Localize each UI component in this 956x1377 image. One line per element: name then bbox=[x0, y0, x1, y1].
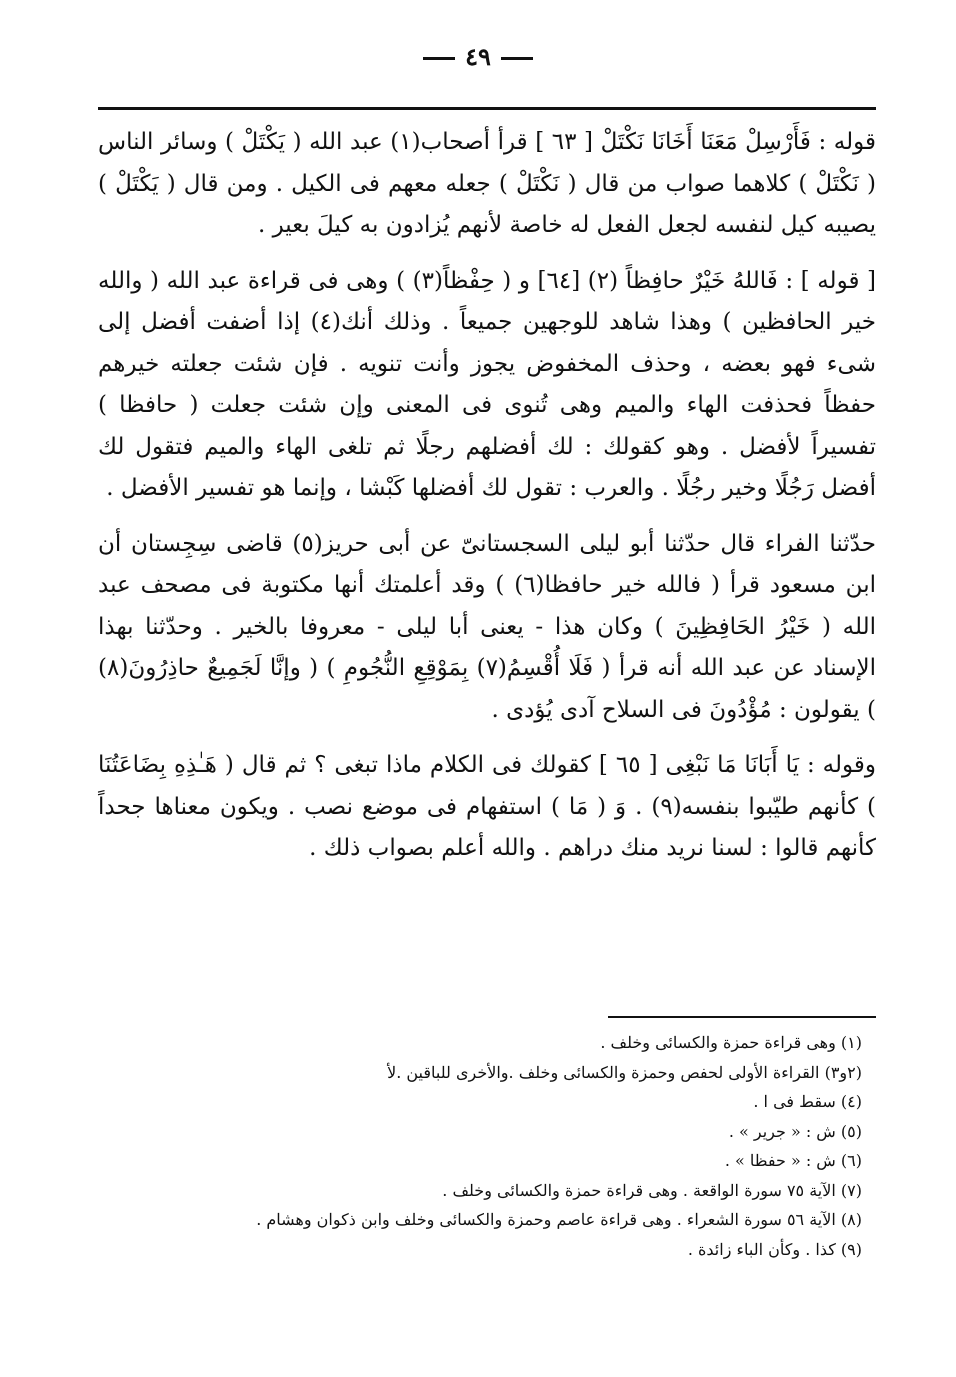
footnote-8: (٨) الآية ٥٦ سورة الشعراء . وهى قراءة عاصم وحمزة والكسائى وخلف وابن ذكوان وهشام . bbox=[256, 1210, 862, 1229]
header-dash-right bbox=[501, 57, 533, 60]
paragraph-4: وقوله : يَا أَبَانَا مَا نَبْغِى [ ٦٥ ] كقولك فى الكلام ماذا تبغى ؟ ثم قال ( هَـٰذِهِ بِضَاعَتُنَا ) كأنهم طيّبوا بنفسه(٩) . وَ ( مَا ) استفهام فى موضع نصب . ويكون معناها جحداً كأنهم قالوا : لسنا نريد منك دراهم . والله أعلم بصواب ذلك . bbox=[98, 752, 877, 861]
header-rule bbox=[98, 107, 876, 110]
paragraph-3: حدّثنا الفراء قال حدّثنا أبو ليلى السجستانىّ عن أبى حريز(٥) قاضى سِجِستان أن ابن مسعود قرأ ( فالله خير حافظا(٦) ) وقد أعلمتك أنها مكتوبة فى مصحف عبد الله ( خَيْرُ الحَافِظِينَ ) وكان هذا - يعنى أبا ليلى - معروفا بالخير . وحدّثنا بهذا الإسناد عن عبد الله أنه قرأ ( فَلَا أُقْسِمُ(٧) بِمَوْقِعِ النُّجُومِ ) ( وإنَّا لَجَمِيعٌ حاذِرُونَ(٨) ) يقولون : مُؤْدُونَ فى السلاح آدى يُؤدى . bbox=[98, 530, 876, 723]
page-number-header bbox=[0, 42, 956, 71]
footnote-4: (٤) سقط فى ا . bbox=[753, 1092, 862, 1111]
paragraph-2: [ قوله ] : فَاللهُ خَيْرٌ حافِظاً (٢) [٦٤] و ( حِفْظاً(٣) ) وهى فى قراءة عبد الله ( والله خير الحافظين ) وهذا شاهد للوجهين جميعاً . وذلك أنك(٤) إذا أضفت أفضل إلى شىء فهو بعضه ، وحذف المخفوض يجوز وأنت تنويه . فإن شئت جعلته خيرهم حفظاً فحذفت الهاء والميم وهى تُنوى فى المعنى وإن شئت جعلت ( حافظا ) تفسيراً لأفضل . وهو كقولك : لك أفضلهم رجلًا ثم تلغى الهاء والميم فتقول لك أفضل رَجُلًا وخير رجُلًا . والعرب : تقول لك أفضلها كَبْشا ، وإنما هو تفسير الأفضل . bbox=[98, 267, 876, 501]
footnote-2-3: (٢و٣) القراءة الأولى لحفص وحمزة والكسائى وخلف .والأخرى للباقين .لأ bbox=[387, 1062, 862, 1082]
footnote-7: (٧) الآية ٧٥ سورة الواقعة . وهى قراءة حمزة والكسائى وخلف . bbox=[442, 1180, 862, 1200]
footnote-9: (٩) كذا . وكأن الباء زائدة . bbox=[687, 1239, 862, 1259]
footnote-6: (٦) ش : « حفظا » . bbox=[724, 1151, 862, 1170]
paragraph-1: قوله : فَأَرْسِلْ مَعَنَا أَخَانَا نَكْتَلْ [ ٦٣ ] قرأ أصحاب(١) عبد الله ( يَكْتَلْ ) وسائر الناس ( نَكْتَلْ ) كلاهما صواب من قال ( نَكْتَلْ ) جعله معهم فى الكيل . ومن قال ( يَكْتَلْ ) يصيبه كيل لنفسه لجعل الفعل له خاصة لأنهم يُزادون به كيلَ بعير . bbox=[98, 129, 877, 238]
main-text bbox=[98, 122, 876, 884]
page-number: ٤٩ bbox=[465, 42, 491, 71]
footnotes bbox=[256, 1028, 862, 1264]
header-dash-left bbox=[423, 57, 455, 60]
footnote-5: (٥) ش : « جرير » . bbox=[728, 1121, 862, 1141]
footnote-rule bbox=[608, 1016, 876, 1018]
footnote-1: (١) وهى قراءة حمزة والكسائى وخلف . bbox=[600, 1033, 862, 1052]
